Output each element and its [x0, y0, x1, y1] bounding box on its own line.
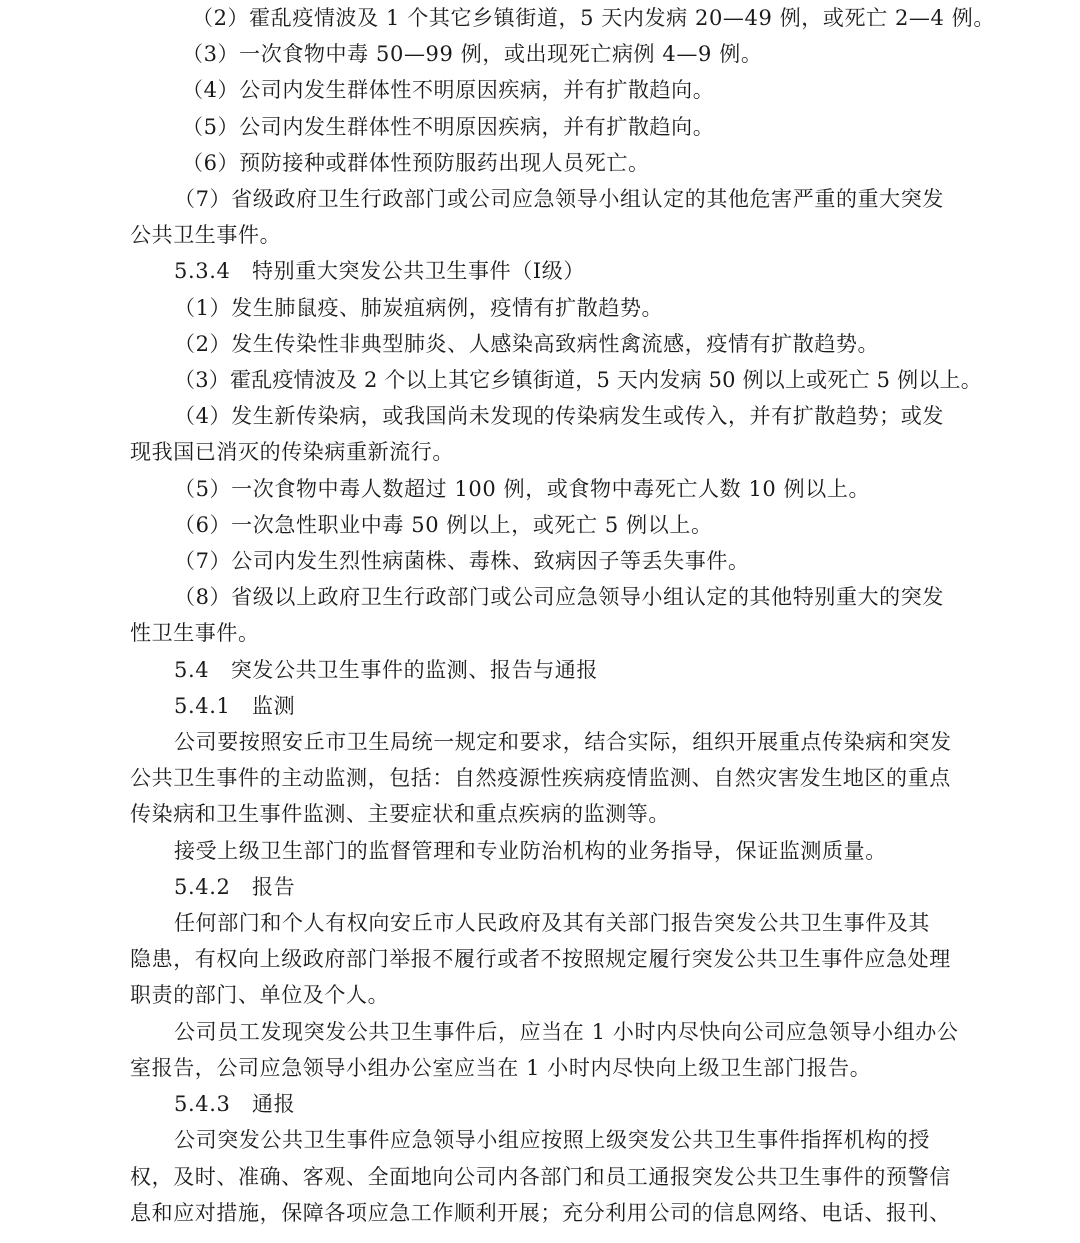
list-item: （5）一次食物中毒人数超过 100 例，或食物中毒死亡人数 10 例以上。: [174, 476, 871, 501]
list-item: （5）公司内发生群体性不明原因疾病，并有扩散趋向。: [182, 114, 715, 139]
list-item: （2）霍乱疫情波及 1 个其它乡镇街道，5 天内发病 20—49 例，或死亡 2—4 例。: [192, 6, 995, 30]
section-heading: 5.4 突发公共卫生事件的监测、报告与通报: [174, 657, 598, 682]
list-item: （3）一次食物中毒 50—99 例，或出现死亡病例 4—9 例。: [182, 42, 763, 67]
paragraph-line: 隐患，有权向上级政府部门举报不履行或者不按照规定履行突发公共卫生事件应急处理: [130, 947, 951, 972]
list-item-continuation: 公共卫生事件。: [130, 223, 282, 248]
section-heading: 5.4.2 报告: [174, 874, 296, 899]
list-item: （4）公司内发生群体性不明原因疾病，并有扩散趋向。: [182, 78, 715, 103]
paragraph-line: 任何部门和个人有权向安丘市人民政府及其有关部门报告突发公共卫生事件及其: [174, 911, 930, 936]
paragraph-line: 室报告，公司应急领导小组办公室应当在 1 小时内尽快向上级卫生部门报告。: [130, 1055, 872, 1080]
section-heading: 5.4.1 监测: [174, 693, 296, 718]
list-item: （6）预防接种或群体性预防服药出现人员死亡。: [182, 150, 650, 175]
list-item-continuation: 现我国已消灭的传染病重新流行。: [130, 440, 454, 465]
paragraph-line: 权，及时、准确、客观、全面地向公司内各部门和员工通报突发公共卫生事件的预警信: [130, 1164, 951, 1189]
paragraph-line: 公司要按照安丘市卫生局统一规定和要求，结合实际，组织开展重点传染病和突发: [174, 730, 952, 755]
paragraph-line: 职责的部门、单位及个人。: [130, 983, 390, 1008]
section-heading: 5.4.3 通报: [174, 1092, 296, 1117]
list-item-continuation: 性卫生事件。: [130, 621, 260, 646]
section-heading: 5.3.4 特别重大突发公共卫生事件（Ⅰ级）: [174, 259, 585, 284]
paragraph-line: 公共卫生事件的主动监测，包括：自然疫源性疾病疫情监测、自然灾害发生地区的重点: [130, 766, 951, 791]
paragraph-line: 公司员工发现突发公共卫生事件后，应当在 1 小时内尽快向公司应急领导小组办公: [174, 1019, 959, 1044]
list-item: （4）发生新传染病，或我国尚未发现的传染病发生或传入，并有扩散趋势；或发: [174, 404, 944, 429]
list-item: （2）发生传染性非典型肺炎、人感染高致病性禽流感，疫情有扩散趋势。: [174, 331, 880, 356]
paragraph-line: 接受上级卫生部门的监督管理和专业防治机构的业务指导，保证监测质量。: [174, 838, 887, 863]
list-item: （3）霍乱疫情波及 2 个以上其它乡镇街道，5 天内发病 50 例以上或死亡 5 例以上。: [174, 368, 982, 393]
paragraph-line: 息和应对措施，保障各项应急工作顺利开展；充分利用公司的信息网络、电话、报刊、: [130, 1200, 951, 1225]
list-item: （6）一次急性职业中毒 50 例以上，或死亡 5 例以上。: [174, 512, 713, 537]
list-item: （7）公司内发生烈性病菌株、毒株、致病因子等丢失事件。: [174, 549, 750, 574]
paragraph-line: 公司突发公共卫生事件应急领导小组应按照上级突发公共卫生事件指挥机构的授: [174, 1128, 930, 1153]
list-item: （1）发生肺鼠疫、肺炭疽病例，疫情有扩散趋势。: [174, 295, 664, 320]
list-item: （7）省级政府卫生行政部门或公司应急领导小组认定的其他危害严重的重大突发: [174, 187, 944, 212]
document-page: [130, 0, 995, 1231]
paragraph-line: 传染病和卫生事件监测、主要症状和重点疾病的监测等。: [130, 802, 670, 827]
list-item: （8）省级以上政府卫生行政部门或公司应急领导小组认定的其他特别重大的突发: [174, 585, 944, 610]
